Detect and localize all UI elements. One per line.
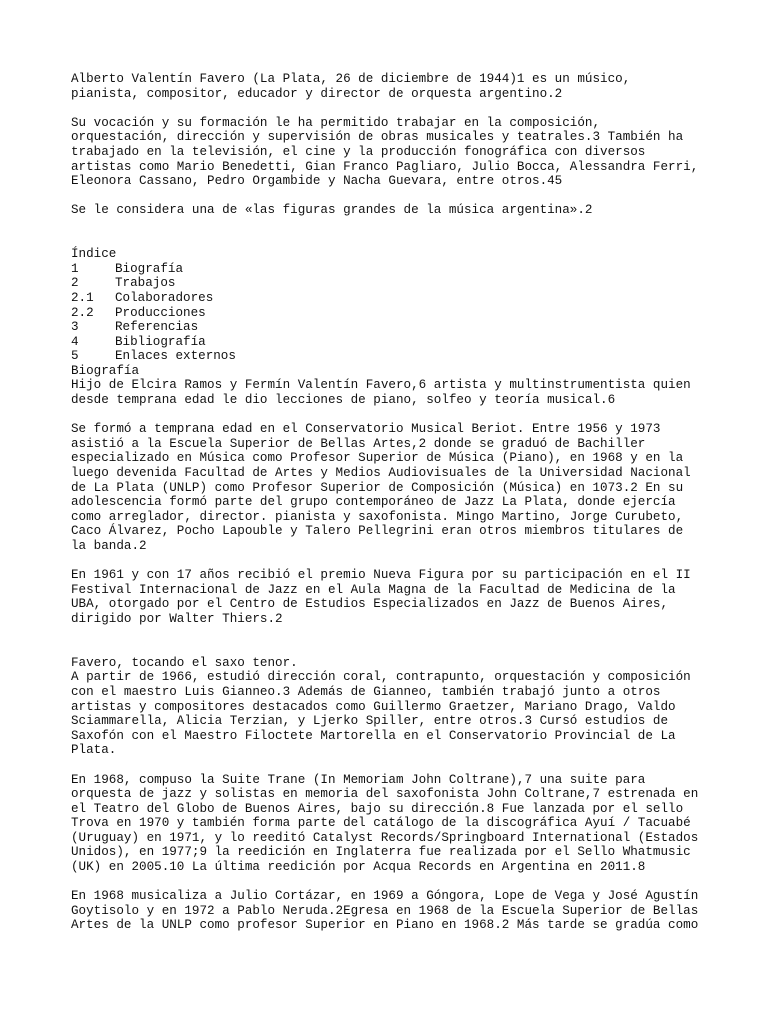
- text-line: pianista, compositor, educador y director de orquesta argentino.2: [71, 86, 563, 101]
- bio-paragraph-4: [71, 670, 711, 758]
- bio-paragraph-6: [71, 889, 711, 933]
- text-line: asistió a la Escuela Superior de Bellas Artes,2 donde se graduó de Bachiller: [71, 436, 646, 451]
- text-line: En 1961 y con 17 años recibió el premio Nueva Figura por su participación en el II: [71, 568, 691, 583]
- intro-paragraph-2: [71, 116, 711, 189]
- intro-paragraph-1: [71, 72, 711, 101]
- image-caption: Favero, tocando el saxo tenor.: [71, 655, 298, 670]
- text-line: luego devenida Facultad de Artes y Medios Audiovisuales de la Universidad Nacional: [71, 466, 691, 481]
- text-line: Trova en 1970 y también forma parte del catálogo de la discográfica Ayuí / Tacuabé: [71, 816, 691, 831]
- toc-item[interactable]: [71, 349, 711, 364]
- bio-paragraph-3: [71, 568, 711, 626]
- toc-item-number: 4: [71, 334, 79, 349]
- toc-item[interactable]: [71, 262, 711, 277]
- toc-item[interactable]: [71, 306, 711, 321]
- toc-item-number: 2.2: [71, 305, 94, 320]
- text-line: Alberto Valentín Favero (La Plata, 26 de diciembre de 1944)1 es un músico,: [71, 72, 631, 86]
- toc-item-label[interactable]: Biografía: [115, 261, 184, 276]
- text-line: Eleonora Cassano, Pedro Orgambide y Nacha Guevara, entre otros.45: [71, 174, 563, 189]
- text-line: artistas y compositores destacados como Guillermo Graetzer, Mariano Drago, Valdo: [71, 699, 676, 714]
- document-page: [71, 72, 711, 933]
- text-line: Se le considera una de «las figuras grandes de la música argentina».2: [71, 203, 593, 218]
- text-line: especializado en Música como Profesor Superior de Música (Piano), en 1968 y en la: [71, 451, 684, 466]
- text-line: En 1968, compuso la Suite Trane (In Memoriam John Coltrane),7 una suite para: [71, 772, 646, 787]
- text-line: Hijo de Elcira Ramos y Fermín Valentín Favero,6 artista y multinstrumentista quien: [71, 378, 691, 393]
- toc-item-number: 5: [71, 349, 79, 364]
- text-line: A partir de 1966, estudió dirección coral, contrapunto, orquestación y composición: [71, 670, 691, 685]
- text-line: Festival Internacional de Jazz en el Aula Magna de la Facultad de Medicina de la: [71, 582, 676, 597]
- toc-title: Índice: [71, 247, 117, 262]
- text-line: adolescencia formó parte del grupo contemporáneo de Jazz La Plata, donde ejercía: [71, 495, 676, 510]
- bio-paragraph-5: [71, 773, 711, 875]
- text-line: Su vocación y su formación le ha permitido trabajar en la composición,: [71, 115, 601, 130]
- text-line: (UK) en 2005.10 La última reedición por Acqua Records en Argentina en 2011.8: [71, 860, 646, 875]
- toc-item-label[interactable]: Colaboradores: [115, 290, 214, 305]
- bio-paragraph-1: [71, 378, 711, 407]
- toc-item[interactable]: [71, 335, 711, 350]
- table-of-contents: [71, 247, 711, 364]
- toc-item-number: 2: [71, 276, 79, 291]
- text-line: con el maestro Luis Gianneo.3 Además de Gianneo, también trabajó junto a otros: [71, 684, 661, 699]
- text-line: artistas como Mario Benedetti, Gian Franco Pagliaro, Julio Bocca, Alessandra Ferri,: [71, 159, 699, 174]
- text-line: la banda.2: [71, 539, 147, 553]
- toc-item[interactable]: [71, 276, 711, 291]
- text-line: Saxofón con el Maestro Filoctete Martorella en el Conservatorio Provincial de La: [71, 728, 676, 743]
- text-line: En 1968 musicaliza a Julio Cortázar, en 1969 a Góngora, Lope de Vega y José Agustín: [71, 889, 699, 904]
- toc-item-number: 2.1: [71, 290, 94, 305]
- toc-item-label[interactable]: Trabajos: [115, 276, 176, 291]
- toc-item-number: 1: [71, 261, 79, 276]
- text-line: de La Plata (UNLP) como Profesor Superior de Composición (Música) en 1073.2 En su: [71, 480, 684, 495]
- text-line: orquestación, dirección y supervisión de obras musicales y teatrales.3 También ha: [71, 130, 684, 145]
- toc-item-label[interactable]: Bibliografía: [115, 334, 206, 349]
- toc-item-label[interactable]: Referencias: [115, 320, 199, 335]
- text-line: Se formó a temprana edad en el Conservatorio Musical Beriot. Entre 1956 y 1973: [71, 422, 661, 437]
- section-heading-biografia: Biografía: [71, 363, 140, 378]
- text-line: Plata.: [71, 743, 117, 758]
- text-line: dirigido por Walter Thiers.2: [71, 611, 283, 626]
- text-line: Artes de la UNLP como profesor Superior en Piano en 1968.2 Más tarde se gradúa como: [71, 918, 699, 933]
- text-line: Unidos), en 1977;9 la reedición en Inglaterra fue realizada por el Sello Whatmusic: [71, 845, 691, 860]
- text-line: Sciammarella, Alicia Terzian, y Ljerko Spiller, entre otros.3 Cursó estudios de: [71, 714, 669, 729]
- text-line: Caco Álvarez, Pocho Lapouble y Talero Pellegrini eran otros miembros titulares de: [71, 524, 684, 539]
- text-line: el Teatro del Globo de Buenos Aires, bajo su dirección.8 Fue lanzada por el sello: [71, 801, 684, 816]
- text-line: UBA, otorgado por el Centro de Estudios Especializados en Jazz de Buenos Aires,: [71, 597, 669, 612]
- toc-item-label[interactable]: Enlaces externos: [115, 349, 236, 364]
- text-line: orquesta de jazz y solistas en memoria del saxofonista John Coltrane,7 estrenada en: [71, 787, 699, 802]
- text-line: como arreglador, director. pianista y saxofonista. Mingo Martino, Jorge Curubeto,: [71, 509, 684, 524]
- toc-item-label[interactable]: Producciones: [115, 305, 206, 320]
- toc-item[interactable]: [71, 320, 711, 335]
- text-line: desde temprana edad le dio lecciones de piano, solfeo y teoría musical.6: [71, 393, 616, 408]
- text-line: Goytisolo y en 1972 a Pablo Neruda.2Egresa en 1968 de la Escuela Superior de Bellas: [71, 903, 699, 918]
- text-line: (Uruguay) en 1971, y lo reeditó Catalyst Records/Springboard International (Estados: [71, 830, 699, 845]
- bio-paragraph-2: [71, 422, 711, 553]
- text-line: trabajado en la televisión, el cine y la producción fonográfica con diversos: [71, 144, 646, 159]
- intro-paragraph-3: [71, 203, 711, 218]
- toc-item[interactable]: [71, 291, 711, 306]
- toc-item-number: 3: [71, 320, 79, 335]
